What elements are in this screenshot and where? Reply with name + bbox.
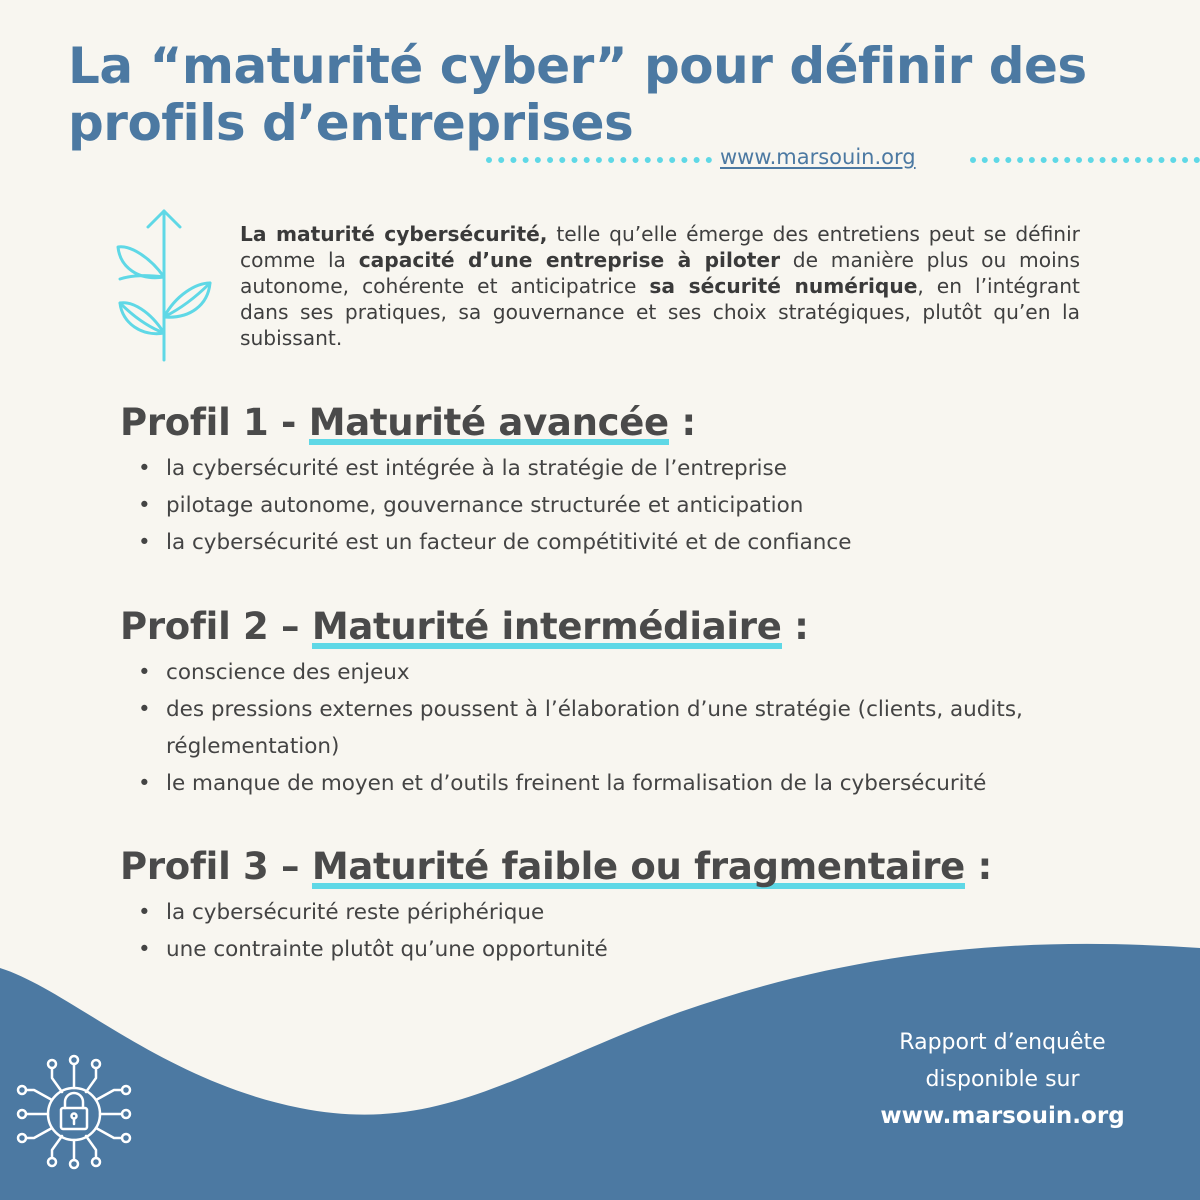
footer-line-2: disponible sur [925, 1067, 1080, 1092]
list-item: • la cybersécurité reste périphérique [120, 894, 1180, 931]
list-item: • la cybersécurité est intégrée à la stratégie de l’entreprise [120, 450, 1180, 487]
profile-3-suffix: : [964, 845, 993, 888]
profile-2-prefix: Profil 2 – [120, 605, 312, 648]
list-item: • des pressions externes poussent à l’élaboration d’une stratégie (clients, audits, réglementation) [120, 691, 1046, 765]
profile-3-prefix: Profil 3 – [120, 845, 312, 888]
intro-bold-1: La maturité cybersécurité, [240, 222, 548, 246]
profile-1-suffix: : [668, 401, 696, 444]
page-title-line-2: profils d’entreprises [68, 94, 634, 152]
list-item: • le manque de moyen et d’outils freinent la formalisation de la cybersécurité [120, 765, 1180, 802]
profile-1-name: Maturité avancée [308, 401, 669, 444]
profile-3-name: Maturité faible ou fragmentaire [311, 845, 965, 888]
profile-2-name: Maturité intermédiaire [311, 605, 782, 648]
page-title-line-1: La “maturité cyber” pour définir des [68, 37, 1087, 95]
list-item: • la cybersécurité est un facteur de compétitivité et de confiance [120, 524, 1180, 561]
footer-line-1: Rapport d’enquête [899, 1030, 1106, 1055]
list-item: • une contrainte plutôt qu’une opportunité [120, 931, 1180, 968]
website-link[interactable]: www.marsouin.org [720, 145, 916, 169]
list-item: • pilotage autonome, gouvernance structurée et anticipation [120, 487, 1180, 524]
footer-url-link[interactable]: www.marsouin.org [880, 1103, 1125, 1129]
report-availability-note [860, 1024, 1145, 1135]
list-item: • conscience des enjeux [120, 654, 1180, 691]
intro-bold-2: capacité d’une entreprise à piloter [358, 248, 781, 272]
intro-bold-3: sa sécurité numérique [649, 274, 918, 298]
intro-text-3: , en l’intégrant dans ses pratiques, sa gouvernance et ses choix stratégiques, plutôt qu’en la subissant. [240, 274, 1080, 350]
profile-2-suffix: : [781, 605, 809, 648]
intro-text-2: de manière plus ou moins autonome, cohérente et anticipatrice [240, 248, 1080, 298]
profile-1-prefix: Profil 1 - [120, 401, 309, 444]
padlock-circuit-icon [12, 1052, 142, 1177]
intro-text-1: telle qu’elle émerge des entretiens peut se définir comme la [240, 222, 1080, 272]
